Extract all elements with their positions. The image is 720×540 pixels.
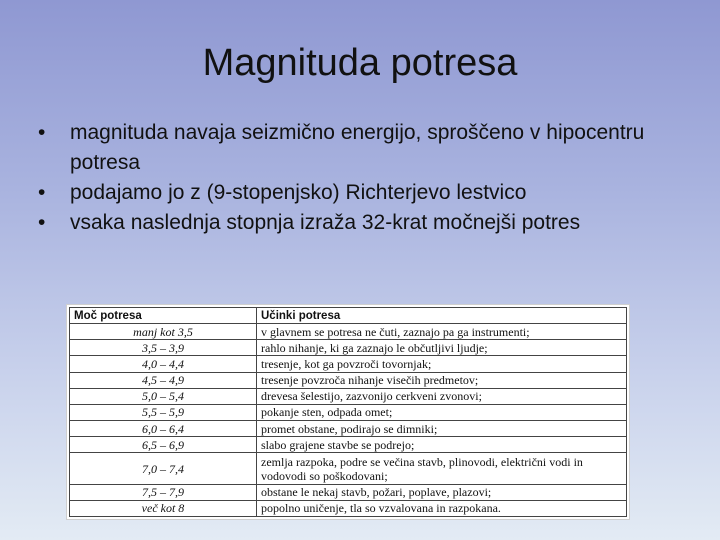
table-row (70, 453, 627, 484)
effect-cell: v glavnem se potresa ne čuti, zaznajo pa ga instrumenti; (257, 324, 627, 340)
slide-title: Magnituda potresa (202, 42, 518, 84)
effect-cell: rahlo nihanje, ki ga zaznajo le občutljivi ljudje; (257, 340, 627, 356)
magnitude-cell: 3,5 – 3,9 (70, 340, 257, 356)
table-row (70, 500, 627, 516)
table-row (70, 388, 627, 404)
magnitude-table (69, 307, 627, 517)
bullet-text: podajamo jo z (9-stopenjsko) Richterjevo lestvico (70, 181, 527, 204)
effect-cell: zemlja razpoka, podre se večina stavb, plinovodi, električni vodi in vodovodi so poškodovani; (257, 453, 627, 484)
bullet-symbol: • (38, 121, 46, 144)
magnitude-cell: 4,5 – 4,9 (70, 372, 257, 388)
table-row (70, 437, 627, 453)
effect-cell: tresenje povzroča nihanje visečih predmetov; (257, 372, 627, 388)
table-row (70, 421, 627, 437)
effect-cell: promet obstane, podirajo se dimniki; (257, 421, 627, 437)
magnitude-cell: 5,0 – 5,4 (70, 388, 257, 404)
magnitude-cell: 7,5 – 7,9 (70, 484, 257, 500)
bullet-list (34, 118, 694, 238)
magnitude-table-image (66, 304, 630, 520)
bullet-item (34, 178, 694, 208)
magnitude-cell: 4,0 – 4,4 (70, 356, 257, 372)
bullet-symbol: • (38, 181, 46, 204)
table-row (70, 356, 627, 372)
header-effects: Učinki potresa (257, 308, 627, 324)
bullet-text: magnituda navaja seizmično energijo, sproščeno v hipocentru potresa (70, 121, 645, 174)
bullet-symbol: • (38, 211, 46, 234)
magnitude-cell: 6,5 – 6,9 (70, 437, 257, 453)
effect-cell: drevesa šelestijo, zazvonijo cerkveni zvonovi; (257, 388, 627, 404)
table-row (70, 324, 627, 340)
magnitude-cell: 5,5 – 5,9 (70, 404, 257, 420)
table-row (70, 372, 627, 388)
effect-cell: obstane le nekaj stavb, požari, poplave, plazovi; (257, 484, 627, 500)
bullet-item (34, 208, 694, 238)
effect-cell: popolno uničenje, tla so vzvalovana in razpokana. (257, 500, 627, 516)
magnitude-cell: manj kot 3,5 (70, 324, 257, 340)
magnitude-cell: 7,0 – 7,4 (70, 453, 257, 484)
magnitude-cell: več kot 8 (70, 500, 257, 516)
effect-cell: slabo grajene stavbe se podrejo; (257, 437, 627, 453)
effect-cell: pokanje sten, odpada omet; (257, 404, 627, 420)
bullet-item (34, 118, 694, 178)
table-row (70, 484, 627, 500)
magnitude-cell: 6,0 – 6,4 (70, 421, 257, 437)
effect-cell: tresenje, kot ga povzroči tovornjak; (257, 356, 627, 372)
table-row (70, 340, 627, 356)
table-header-row (70, 308, 627, 324)
table-row (70, 404, 627, 420)
header-magnitude: Moč potresa (70, 308, 257, 324)
bullet-text: vsaka naslednja stopnja izraža 32-krat močnejši potres (70, 211, 581, 234)
